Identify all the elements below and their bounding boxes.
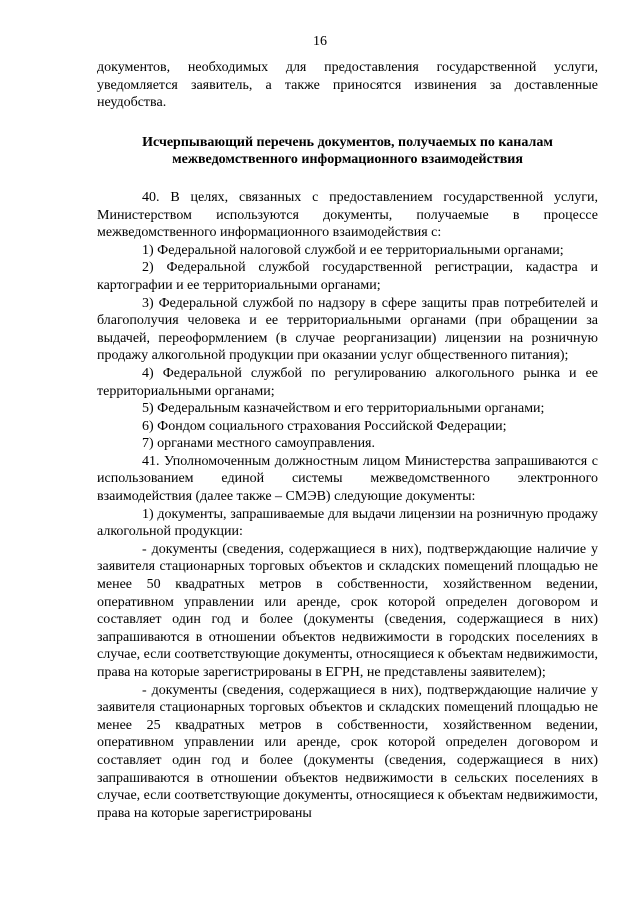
- page-number: 16: [313, 34, 327, 49]
- list-item-2: 2) Федеральной службой государственной регистрации, кадастра и картографии и ее территориальными органами;: [97, 260, 598, 293]
- paragraph-continuation: документов, необходимых для предоставления государственной услуги, уведомляется заявитель, а также приносятся извинения за доставленные неудобства.: [97, 60, 598, 111]
- list-item-7: 7) органами местного самоуправления.: [142, 436, 375, 452]
- list-item-3: 3) Федеральной службой по надзору в сфере защиты прав потребителей и благополучия человека и ее территориальными органами (при обращении за выдачей, переоформлением (в случае реорганизации) лицензии на розничную продажу алкогольной продукции при оказании услуг общественного питания);: [97, 295, 598, 364]
- list-item-6: 6) Фондом социального страхования Российской Федерации;: [142, 418, 507, 434]
- paragraph-41: 41. Уполномоченным должностным лицом Министерства запрашиваются с использованием единой системы межведомственного электронного взаимодействия (далее также – СМЭВ) следующие документы:: [97, 453, 598, 505]
- page-content: [97, 59, 598, 822]
- list-item-5: 5) Федеральным казначейством и его территориальными органами;: [142, 401, 545, 417]
- dash-item-urban: - документы (сведения, содержащиеся в них), подтверждающие наличие у заявителя стационарных торговых объектов и складских помещений площадью не менее 50 квадратных метров в собственности, хозяйственном ведении, оперативном управлении или аренде, срок которой определен договором и составляет один год и более (документы (сведения, содержащиеся в них) запрашиваются в отношении объектов недвижимости в городских поселениях в случае, если соответствующие документы, относящиеся к объектам недвижимости, права на которые зарегистрированы в ЕГРН, не представлены заявителем);: [97, 541, 599, 680]
- list-item-1: 1) Федеральной налоговой службой и ее территориальными органами;: [142, 242, 564, 258]
- list-item-4: 4) Федеральной службой по регулированию алкогольного рынка и ее территориальными органами;: [97, 365, 598, 399]
- paragraph-40: 40. В целях, связанных с предоставлением государственной услуги, Министерством используются документы, получаемые в процессе межведомственного информационного взаимодействия с:: [97, 189, 598, 241]
- section-heading: Исчерпывающий перечень документов, получаемых по каналам межведомственного информационного взаимодействия: [142, 134, 553, 168]
- subitem-1: 1) документы, запрашиваемые для выдачи лицензии на розничную продажу алкогольной продукции:: [97, 506, 598, 540]
- dash-item-rural: - документы (сведения, содержащиеся в них), подтверждающие наличие у заявителя стационарных торговых объектов и складских помещений площадью не менее 25 квадратных метров в собственности, хозяйственном ведении, оперативном управлении или аренде, срок которой определен договором и составляет один год и более (документы (сведения, содержащиеся в них) запрашиваются в отношении объектов недвижимости в сельских поселениях в случае, если соответствующие документы, относящиеся к объектам недвижимости, права на которые зарегистрированы: [97, 682, 599, 821]
